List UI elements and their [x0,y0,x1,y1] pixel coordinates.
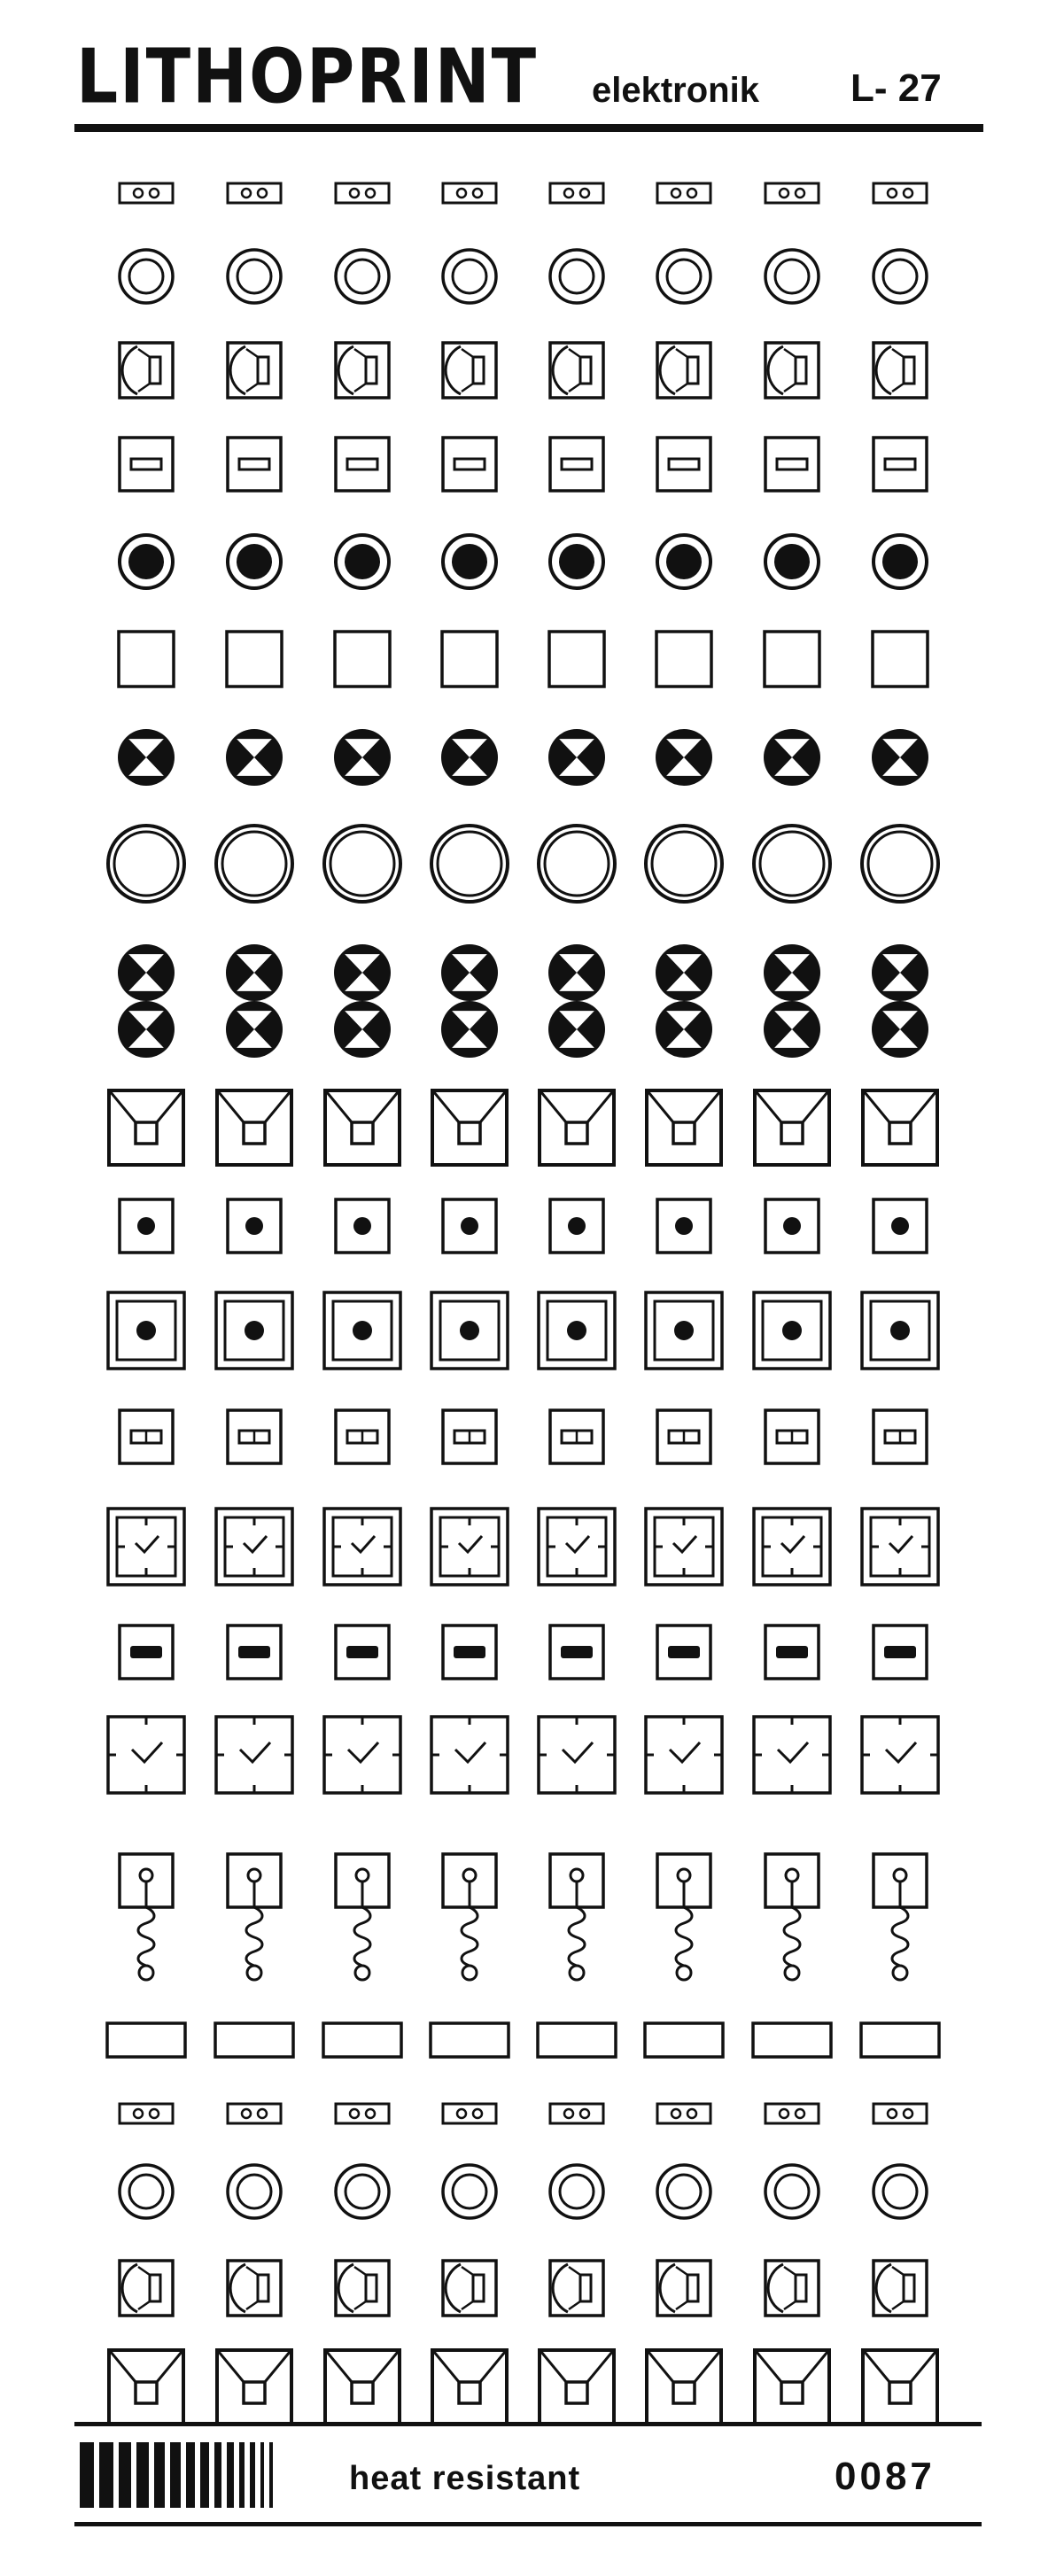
wide-rectangle-icon [753,2023,831,2057]
ring-icon [874,250,927,303]
speaker-box-icon [336,343,389,398]
double-bowtie-disc-icon [441,944,498,1058]
wide-rectangle-icon [107,2023,185,2057]
wide-rectangle-icon [215,2023,293,2057]
framed-clock-icon [431,1509,508,1585]
dual-socket-icon [336,2104,389,2123]
bar-box-icon [550,1626,603,1679]
slot-box-icon [765,438,819,491]
large-ring-icon [431,826,508,902]
speaker-box-icon [336,2261,389,2316]
symbol-row [120,250,927,303]
dual-socket-icon [120,2104,173,2123]
filled-dot-ring-icon [657,535,710,588]
dual-socket-icon [443,2104,496,2123]
dual-socket-icon [336,183,389,203]
bowtie-disc-icon [548,729,605,786]
symbol-row [108,826,938,902]
slot-box-icon [550,438,603,491]
symbol-row [120,438,927,491]
empty-square-icon [656,632,711,687]
empty-square-icon [335,632,390,687]
split-socket-box-icon [336,1410,389,1463]
bowtie-disc-icon [656,729,712,786]
empty-square-icon [765,632,819,687]
sheet-code: L- 27 [850,66,942,110]
double-bowtie-disc-icon [118,944,175,1058]
clock-face-icon [431,1717,508,1793]
split-socket-box-icon [120,1410,173,1463]
dual-socket-icon [874,183,927,203]
symbol-row [120,343,927,398]
speaker-box-icon [228,343,281,398]
bar-box-icon [443,1626,496,1679]
dot-square-icon [336,1199,389,1253]
pull-switch-icon [550,1854,603,1980]
pull-switch-icon [657,1854,710,1980]
slot-box-icon [336,438,389,491]
dual-socket-icon [550,2104,603,2123]
framed-clock-icon [646,1509,722,1585]
dual-socket-icon [657,2104,710,2123]
bar-box-icon [874,1626,927,1679]
framed-dot-square-icon [646,1292,722,1369]
dot-square-icon [228,1199,281,1253]
framed-clock-icon [754,1509,830,1585]
pull-switch-icon [228,1854,281,1980]
speaker-box-icon [228,2261,281,2316]
empty-square-icon [549,632,604,687]
footer-rule-top [74,2422,982,2426]
dot-square-icon [657,1199,710,1253]
pull-switch-icon [336,1854,389,1980]
slot-box-icon [120,438,173,491]
ring-icon [765,2165,819,2218]
double-bowtie-disc-icon [334,944,391,1058]
dual-socket-icon [228,183,281,203]
filled-dot-ring-icon [228,535,281,588]
split-socket-box-icon [657,1410,710,1463]
clock-face-icon [108,1717,184,1793]
bar-box-icon [336,1626,389,1679]
split-socket-box-icon [874,1410,927,1463]
empty-square-icon [442,632,497,687]
speaker-box-icon [765,2261,819,2316]
wide-rectangle-icon [645,2023,723,2057]
ring-icon [336,2165,389,2218]
framed-dot-square-icon [754,1292,830,1369]
ring-icon [228,250,281,303]
large-ring-icon [324,826,400,902]
symbol-row [109,1090,937,1165]
split-socket-box-icon [550,1410,603,1463]
filled-dot-ring-icon [120,535,173,588]
ring-icon [336,250,389,303]
ring-icon [765,250,819,303]
dual-socket-icon [765,2104,819,2123]
dual-socket-icon [550,183,603,203]
dot-square-icon [874,1199,927,1253]
symbol-row [120,535,927,588]
funnel-box-icon [863,2350,937,2425]
filled-dot-ring-icon [443,535,496,588]
filled-dot-ring-icon [874,535,927,588]
speaker-box-icon [874,343,927,398]
dual-socket-icon [228,2104,281,2123]
large-ring-icon [862,826,938,902]
framed-dot-square-icon [216,1292,292,1369]
double-bowtie-disc-icon [656,944,712,1058]
speaker-box-icon [657,2261,710,2316]
dual-socket-icon [657,183,710,203]
ring-icon [120,250,173,303]
symbol-row [120,2261,927,2316]
pull-switch-icon [765,1854,819,1980]
bar-box-icon [228,1626,281,1679]
filled-dot-ring-icon [765,535,819,588]
dual-socket-icon [443,183,496,203]
funnel-box-icon [863,1090,937,1165]
speaker-box-icon [120,2261,173,2316]
filled-dot-ring-icon [550,535,603,588]
split-socket-box-icon [228,1410,281,1463]
symbol-row [120,1410,927,1463]
split-socket-box-icon [443,1410,496,1463]
sheet-subtitle: elektronik [592,71,759,110]
slot-box-icon [443,438,496,491]
empty-square-icon [119,632,174,687]
bowtie-disc-icon [226,729,283,786]
framed-dot-square-icon [324,1292,400,1369]
symbol-row [120,1854,927,1980]
clock-face-icon [862,1717,938,1793]
ring-icon [550,2165,603,2218]
framed-clock-icon [539,1509,615,1585]
bowtie-disc-icon [764,729,820,786]
funnel-box-icon [540,1090,614,1165]
symbol-row [120,2104,927,2123]
dot-square-icon [120,1199,173,1253]
ring-icon [550,250,603,303]
clock-face-icon [754,1717,830,1793]
symbol-row [120,2165,927,2218]
funnel-box-icon [755,1090,829,1165]
funnel-box-icon [432,2350,507,2425]
funnel-box-icon [217,1090,291,1165]
ring-icon [874,2165,927,2218]
clock-face-icon [324,1717,400,1793]
symbol-row [120,183,927,203]
serial-number: 0087 [835,2455,936,2498]
footer-rule-bottom [74,2522,982,2526]
empty-square-icon [873,632,928,687]
barcode-icon [80,2442,273,2508]
slot-box-icon [657,438,710,491]
funnel-box-icon [109,2350,183,2425]
funnel-box-icon [755,2350,829,2425]
funnel-box-icon [325,1090,400,1165]
funnel-box-icon [325,2350,400,2425]
speaker-box-icon [765,343,819,398]
framed-dot-square-icon [539,1292,615,1369]
ring-icon [120,2165,173,2218]
speaker-box-icon [443,343,496,398]
double-bowtie-disc-icon [548,944,605,1058]
clock-face-icon [539,1717,615,1793]
bowtie-disc-icon [118,729,175,786]
symbol-row [108,1509,938,1585]
funnel-box-icon [540,2350,614,2425]
split-socket-box-icon [765,1410,819,1463]
ring-icon [443,250,496,303]
large-ring-icon [754,826,830,902]
pull-switch-icon [874,1854,927,1980]
double-bowtie-disc-icon [764,944,820,1058]
filled-dot-ring-icon [336,535,389,588]
empty-square-icon [227,632,282,687]
symbol-row [118,944,928,1058]
large-ring-icon [646,826,722,902]
framed-clock-icon [108,1509,184,1585]
bowtie-disc-icon [441,729,498,786]
ring-icon [443,2165,496,2218]
dot-square-icon [443,1199,496,1253]
large-ring-icon [216,826,292,902]
bar-box-icon [657,1626,710,1679]
dual-socket-icon [765,183,819,203]
funnel-box-icon [217,2350,291,2425]
bowtie-disc-icon [334,729,391,786]
large-ring-icon [539,826,615,902]
ring-icon [228,2165,281,2218]
footer-label: heat resistant [349,2460,581,2497]
large-ring-icon [108,826,184,902]
funnel-box-icon [647,1090,721,1165]
framed-dot-square-icon [431,1292,508,1369]
speaker-box-icon [443,2261,496,2316]
clock-face-icon [216,1717,292,1793]
speaker-box-icon [550,343,603,398]
framed-dot-square-icon [862,1292,938,1369]
wide-rectangle-icon [323,2023,401,2057]
symbol-row [108,1717,938,1793]
pull-switch-icon [443,1854,496,1980]
symbol-row [108,1292,938,1369]
pull-switch-icon [120,1854,173,1980]
speaker-box-icon [657,343,710,398]
speaker-box-icon [550,2261,603,2316]
symbol-row [107,2023,939,2057]
framed-clock-icon [324,1509,400,1585]
slot-box-icon [228,438,281,491]
symbol-row [119,632,928,687]
wide-rectangle-icon [538,2023,616,2057]
symbol-row [120,1199,927,1253]
framed-clock-icon [862,1509,938,1585]
dot-square-icon [550,1199,603,1253]
double-bowtie-disc-icon [872,944,928,1058]
symbol-row [118,729,928,786]
wide-rectangle-icon [431,2023,509,2057]
framed-clock-icon [216,1509,292,1585]
bar-box-icon [120,1626,173,1679]
bar-box-icon [765,1626,819,1679]
slot-box-icon [874,438,927,491]
ring-icon [657,250,710,303]
symbol-row [109,2350,937,2425]
framed-dot-square-icon [108,1292,184,1369]
double-bowtie-disc-icon [226,944,283,1058]
funnel-box-icon [432,1090,507,1165]
clock-face-icon [646,1717,722,1793]
brand-logo: LITHOPRINT [76,33,539,120]
dual-socket-icon [874,2104,927,2123]
dual-socket-icon [120,183,173,203]
speaker-box-icon [874,2261,927,2316]
bowtie-disc-icon [872,729,928,786]
dot-square-icon [765,1199,819,1253]
speaker-box-icon [120,343,173,398]
symbol-row [120,1626,927,1679]
wide-rectangle-icon [861,2023,939,2057]
funnel-box-icon [647,2350,721,2425]
ring-icon [657,2165,710,2218]
funnel-box-icon [109,1090,183,1165]
